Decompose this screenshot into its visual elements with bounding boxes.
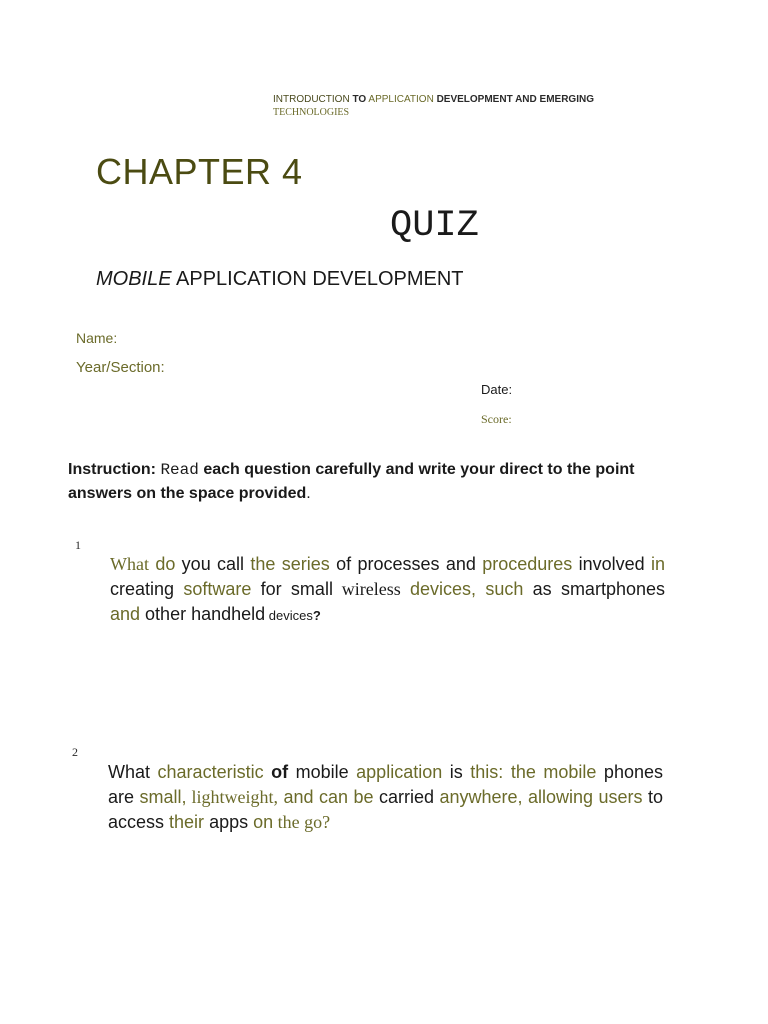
header-text-to: TO — [352, 94, 367, 105]
q2-word: of — [263, 762, 289, 782]
q1-word: creating — [110, 579, 175, 599]
name-field-label: Name: — [76, 330, 118, 346]
q2-word: anywhere — [433, 787, 518, 807]
q2-word: are — [108, 787, 135, 807]
q2-word: carried — [373, 787, 434, 807]
instruction-body: each question carefully and write your direct to the point answers on the space provided — [68, 461, 635, 502]
q1-word: the series — [244, 554, 330, 574]
q2-word: apps — [204, 812, 249, 832]
subject-title-rest: APPLICATION DEVELOPMENT — [171, 268, 464, 290]
q2-word: on — [248, 812, 274, 832]
subject-title — [96, 267, 464, 291]
q2-word: mobile — [535, 762, 597, 782]
q2-word: What — [108, 762, 151, 782]
q2-word: the — [503, 762, 536, 782]
question-1-text — [110, 552, 665, 628]
q1-word: wireless — [332, 579, 401, 599]
q1-word: and — [110, 604, 141, 624]
q1-word: software — [174, 579, 252, 599]
q1-word: involved — [572, 554, 645, 574]
q1-word: such — [476, 579, 524, 599]
subject-title-italic: MOBILE — [96, 268, 172, 290]
question-1-number: 1 — [75, 538, 81, 552]
q1-word: you call — [175, 554, 245, 574]
instruction-period: . — [306, 485, 311, 502]
question-2-text — [108, 760, 663, 835]
question-2-number: 2 — [72, 745, 78, 759]
q2-word: their — [164, 812, 205, 832]
q2-word: this: — [462, 762, 504, 782]
instruction-label: Instruction: — [68, 461, 156, 478]
q2-word: be — [347, 787, 374, 807]
year-section-field-label: Year/Section: — [76, 359, 165, 376]
q2-word: can — [313, 787, 348, 807]
q2-word: the go? — [273, 812, 331, 832]
q1-word: as smartphones — [523, 579, 665, 599]
q2-word: and — [277, 787, 314, 807]
q2-word: characteristic — [150, 762, 264, 782]
q2-word: lightweight, — [186, 787, 278, 807]
instruction-read-word: Read — [160, 461, 199, 479]
header-text-development: DEVELOPMENT AND EMERGING — [436, 94, 594, 105]
score-field-label: Score: — [481, 412, 512, 426]
quiz-title: QUIZ — [390, 205, 479, 247]
q1-word: do — [148, 554, 176, 574]
q2-word: , allowing users — [517, 787, 643, 807]
q1-word: What — [110, 554, 149, 574]
running-header-line-1 — [273, 93, 633, 106]
q2-word: small, — [134, 787, 187, 807]
q2-word: application — [348, 762, 443, 782]
q2-word: mobile — [288, 762, 349, 782]
q1-word: of processes and — [329, 554, 476, 574]
q1-word: devices, — [400, 579, 477, 599]
date-field-label: Date: — [481, 382, 513, 397]
header-text-application: APPLICATION — [366, 94, 437, 105]
q1-word: for small — [251, 579, 333, 599]
header-text-introduction: INTRODUCTION — [273, 94, 353, 105]
q1-word: in — [644, 554, 665, 574]
q1-word: procedures — [475, 554, 573, 574]
q2-word: to access — [108, 787, 663, 832]
chapter-title: CHAPTER 4 — [96, 151, 303, 192]
instruction-paragraph — [68, 458, 678, 506]
running-header-line-2: TECHNOLOGIES — [273, 107, 350, 118]
q2-word: is — [442, 762, 463, 782]
q1-word: devices — [265, 608, 313, 623]
q1-word: other handheld — [140, 604, 266, 624]
q2-word: phones — [596, 762, 663, 782]
q1-word: ? — [312, 608, 321, 623]
